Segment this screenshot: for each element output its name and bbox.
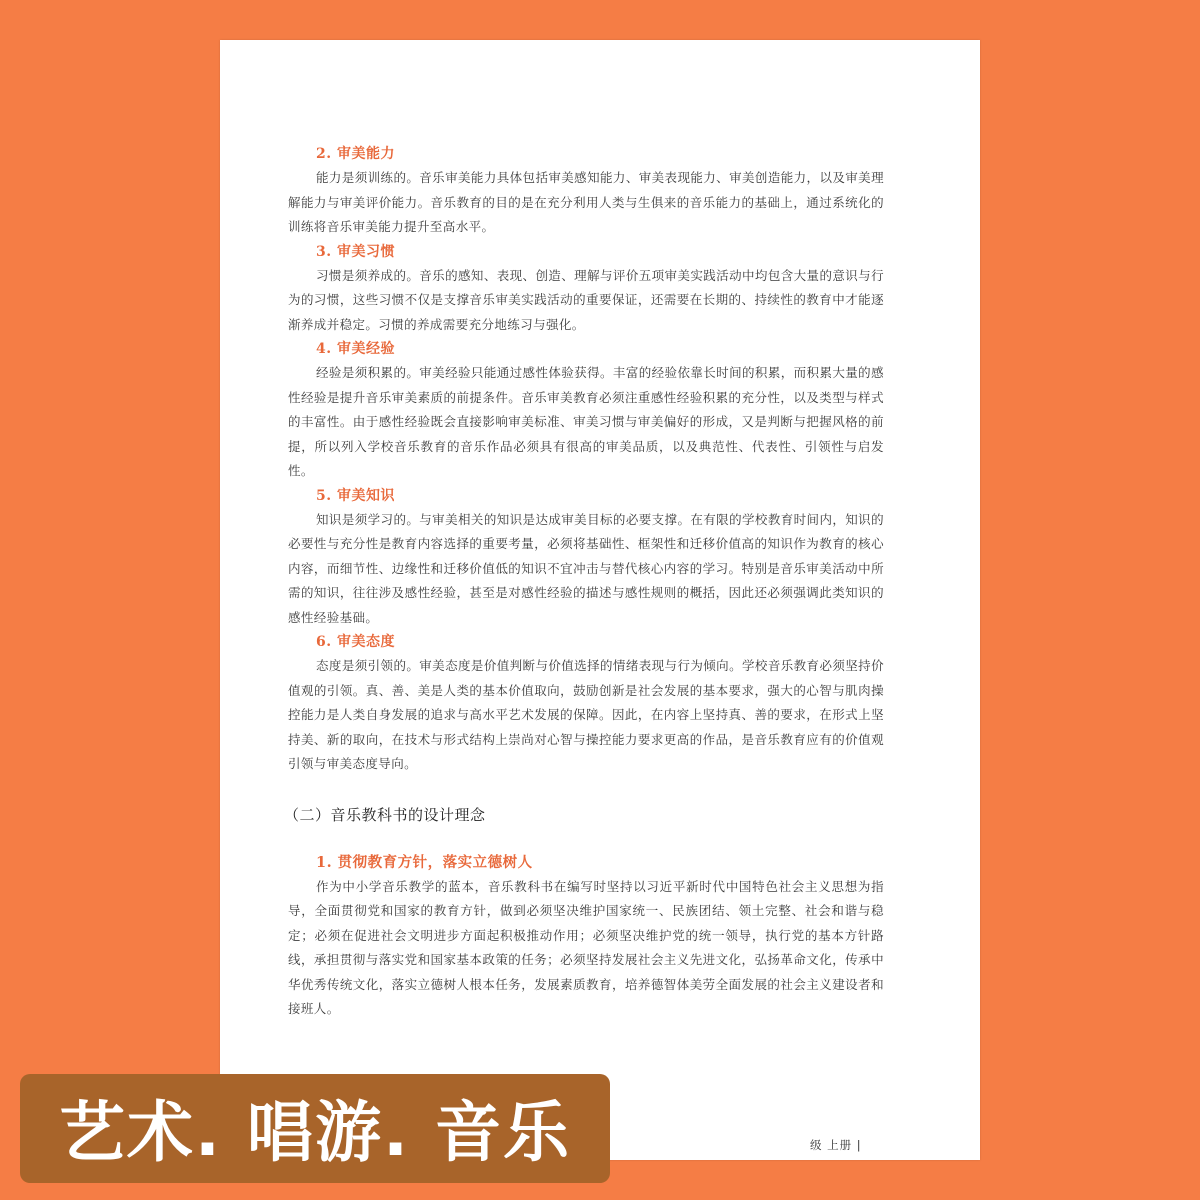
heading-aesthetic-knowledge: 5. 审美知识 — [316, 487, 395, 504]
heading-aesthetic-habit: 3. 审美习惯 — [316, 243, 395, 260]
footer-text: 级 上册 | — [810, 1138, 862, 1152]
paragraph-education-policy: 作为中小学音乐教学的蓝本，音乐教科书在编写时坚持以习近平新时代中国特色社会主义思想为指导，全面贯彻党和国家的教育方针，做到必须坚决维护国家统一、民族团结、领土完整、社会和谐与稳定；必须在促进社会文明进步方面起积极推动作用；必须坚决维护党的统一领导，执行党的基本方针路线，承担贯彻与落实党和国家基本政策的任务；必须坚持发展社会主义先进文化，弘扬革命文化，传承中华优秀传统文化，落实立德树人根本任务，发展素质教育，培养德智体美劳全面发展的社会主义建设者和接班人。 — [288, 878, 884, 1016]
heading-aesthetic-attitude: 6. 审美态度 — [316, 634, 395, 650]
paragraph-aesthetic-knowledge: 知识是须学习的。与审美相关的知识是达成审美目标的必要支撑。在有限的学校教育时间内，知识的必要性与充分性是教育内容选择的重要考量，必须将基础性、框架性和迁移价值高的知识作为教育的核心内容，而细节性、边缘性和迁移价值低的知识不宜冲击与替代核心内容的学习。特别是音乐审美活动中所需的知识，往往涉及感性经验，甚至是对感性经验的描述与感性规则的概括，因此还必须强调此类知识的感性经验基础。 — [288, 511, 884, 625]
heading-aesthetic-experience: 4. 审美经验 — [316, 341, 395, 357]
heading-aesthetic-ability: 2. 审美能力 — [316, 146, 395, 162]
brand-banner — [20, 1074, 610, 1183]
page-content — [284, 142, 884, 1022]
paragraph-aesthetic-experience: 经验是须积累的。审美经验只能通过感性体验获得。丰富的经验依靠长时间的积累，而积累大量的感性经验是提升音乐审美素质的前提条件。音乐审美教育必须注重感性经验积累的充分性，以及类型与样式的丰富性。由于感性经验既会直接影响审美标准、审美习惯与审美偏好的形成，又是判断与把握风格的前提，所以列入学校音乐教育的音乐作品必须具有很高的审美品质，以及典范性、代表性、引领性与启发性。 — [288, 365, 884, 478]
section-title-design-concept: （二）音乐教科书的设计理念 — [284, 805, 486, 824]
book-page — [220, 40, 980, 1160]
page-footer — [810, 1137, 862, 1153]
banner-title: 艺术. 唱游. 音乐 — [58, 1094, 572, 1171]
paragraph-aesthetic-ability: 能力是须训练的。音乐审美能力具体包括审美感知能力、审美表现能力、审美创造能力，以及审美理解能力与审美评价能力。音乐教育的目的是在充分利用人类与生俱来的音乐能力的基础上，通过系统化的训练将音乐审美能力提升至高水平。 — [288, 170, 884, 234]
heading-education-policy: 1. 贯彻教育方针，落实立德树人 — [316, 853, 533, 871]
paragraph-aesthetic-habit: 习惯是须养成的。音乐的感知、表现、创造、理解与评价五项审美实践活动中均包含大量的意识与行为的习惯，这些习惯不仅是支撑音乐审美实践活动的重要保证，还需要在长期的、持续性的教育中才能逐渐养成并稳定。习惯的养成需要充分地练习与强化。 — [288, 267, 884, 332]
paragraph-aesthetic-attitude: 态度是须引领的。审美态度是价值判断与价值选择的情绪表现与行为倾向。学校音乐教育必须坚持价值观的引领。真、善、美是人类的基本价值取向，鼓励创新是社会发展的基本要求，强大的心智与肌肉操控能力是人类自身发展的追求与高水平艺术发展的保障。因此，在内容上坚持真、善的要求，在形式上坚持美、新的取向，在技术与形式结构上崇尚对心智与操控能力要求更高的作品，是音乐教育应有的价值观引领与审美态度导向。 — [288, 658, 884, 771]
